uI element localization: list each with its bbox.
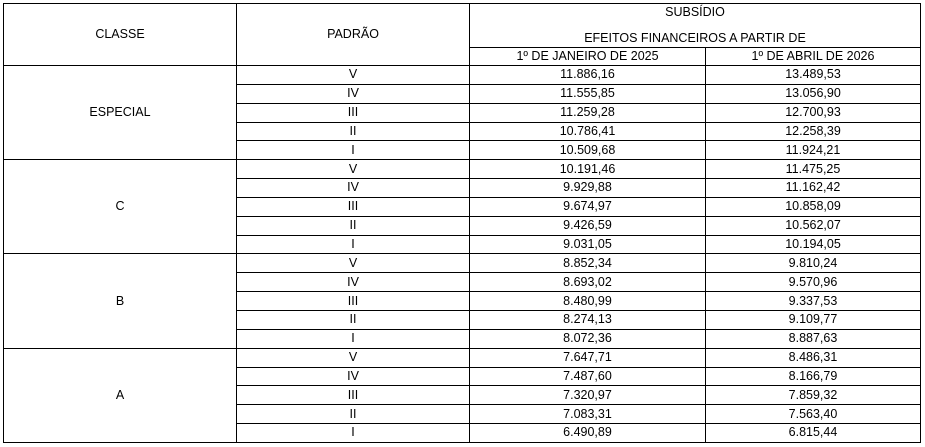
value-2025-cell: 8.693,02 [470,273,706,292]
value-2025-cell: 9.674,97 [470,197,706,216]
subsidio-gap [470,20,920,30]
value-2026-cell: 10.562,07 [706,216,921,235]
padrao-cell: II [237,405,470,424]
value-2025-cell: 7.320,97 [470,386,706,405]
efeitos-label: EFEITOS FINANCEIROS A PARTIR DE [584,31,806,45]
value-2025-cell: 10.191,46 [470,160,706,179]
value-2026-cell: 12.700,93 [706,103,921,122]
value-2026-cell: 8.166,79 [706,367,921,386]
subsidio-title: SUBSÍDIO [665,5,725,19]
subsidio-header [470,4,921,48]
value-2025-cell: 7.083,31 [470,405,706,424]
value-2026-cell: 9.109,77 [706,310,921,329]
padrao-cell: V [237,160,470,179]
classe-header: CLASSE [4,4,237,66]
value-2025-cell: 8.480,99 [470,292,706,311]
value-2025-cell: 8.852,34 [470,254,706,273]
value-2026-cell: 10.194,05 [706,235,921,254]
value-2026-cell: 12.258,39 [706,122,921,141]
padrao-cell: IV [237,84,470,103]
value-2025-cell: 11.555,85 [470,84,706,103]
padrao-cell: II [237,216,470,235]
value-2025-cell: 9.426,59 [470,216,706,235]
subsidy-table [3,3,921,443]
padrao-cell: III [237,292,470,311]
header-row [4,4,921,48]
value-2026-cell: 11.162,42 [706,179,921,198]
classe-cell: B [4,254,237,348]
padrao-cell: IV [237,367,470,386]
padrao-cell: IV [237,179,470,198]
value-2026-cell: 6.815,44 [706,424,921,443]
table-row [4,160,921,179]
padrao-header: PADRÃO [237,4,470,66]
padrao-cell: V [237,254,470,273]
padrao-cell: IV [237,273,470,292]
value-2025-cell: 8.072,36 [470,329,706,348]
value-2025-cell: 10.786,41 [470,122,706,141]
value-2026-cell: 9.337,53 [706,292,921,311]
value-2026-cell: 11.475,25 [706,160,921,179]
table-row [4,348,921,367]
value-2026-cell: 8.486,31 [706,348,921,367]
value-2026-cell: 8.887,63 [706,329,921,348]
table-row [4,66,921,85]
subsidy-table-container [3,3,921,443]
value-2026-cell: 13.056,90 [706,84,921,103]
value-2026-cell: 7.859,32 [706,386,921,405]
value-2026-cell: 9.570,96 [706,273,921,292]
value-2025-cell: 8.274,13 [470,310,706,329]
classe-cell: A [4,348,237,442]
classe-cell: C [4,160,237,254]
padrao-cell: III [237,386,470,405]
date-2025-header: 1º DE JANEIRO DE 2025 [470,48,706,66]
value-2026-cell: 13.489,53 [706,66,921,85]
value-2025-cell: 7.647,71 [470,348,706,367]
value-2026-cell: 7.563,40 [706,405,921,424]
value-2025-cell: 6.490,89 [470,424,706,443]
padrao-cell: V [237,348,470,367]
padrao-cell: III [237,103,470,122]
value-2025-cell: 11.259,28 [470,103,706,122]
date-2026-header: 1º DE ABRIL DE 2026 [706,48,921,66]
padrao-cell: III [237,197,470,216]
value-2025-cell: 9.031,05 [470,235,706,254]
padrao-cell: I [237,424,470,443]
padrao-cell: I [237,329,470,348]
value-2025-cell: 11.886,16 [470,66,706,85]
padrao-cell: I [237,141,470,160]
value-2025-cell: 7.487,60 [470,367,706,386]
padrao-cell: I [237,235,470,254]
padrao-cell: II [237,310,470,329]
value-2025-cell: 10.509,68 [470,141,706,160]
value-2026-cell: 11.924,21 [706,141,921,160]
value-2026-cell: 10.858,09 [706,197,921,216]
subsidy-table-body [4,4,921,443]
padrao-cell: II [237,122,470,141]
table-row [4,254,921,273]
value-2025-cell: 9.929,88 [470,179,706,198]
value-2026-cell: 9.810,24 [706,254,921,273]
classe-cell: ESPECIAL [4,66,237,160]
padrao-cell: V [237,66,470,85]
